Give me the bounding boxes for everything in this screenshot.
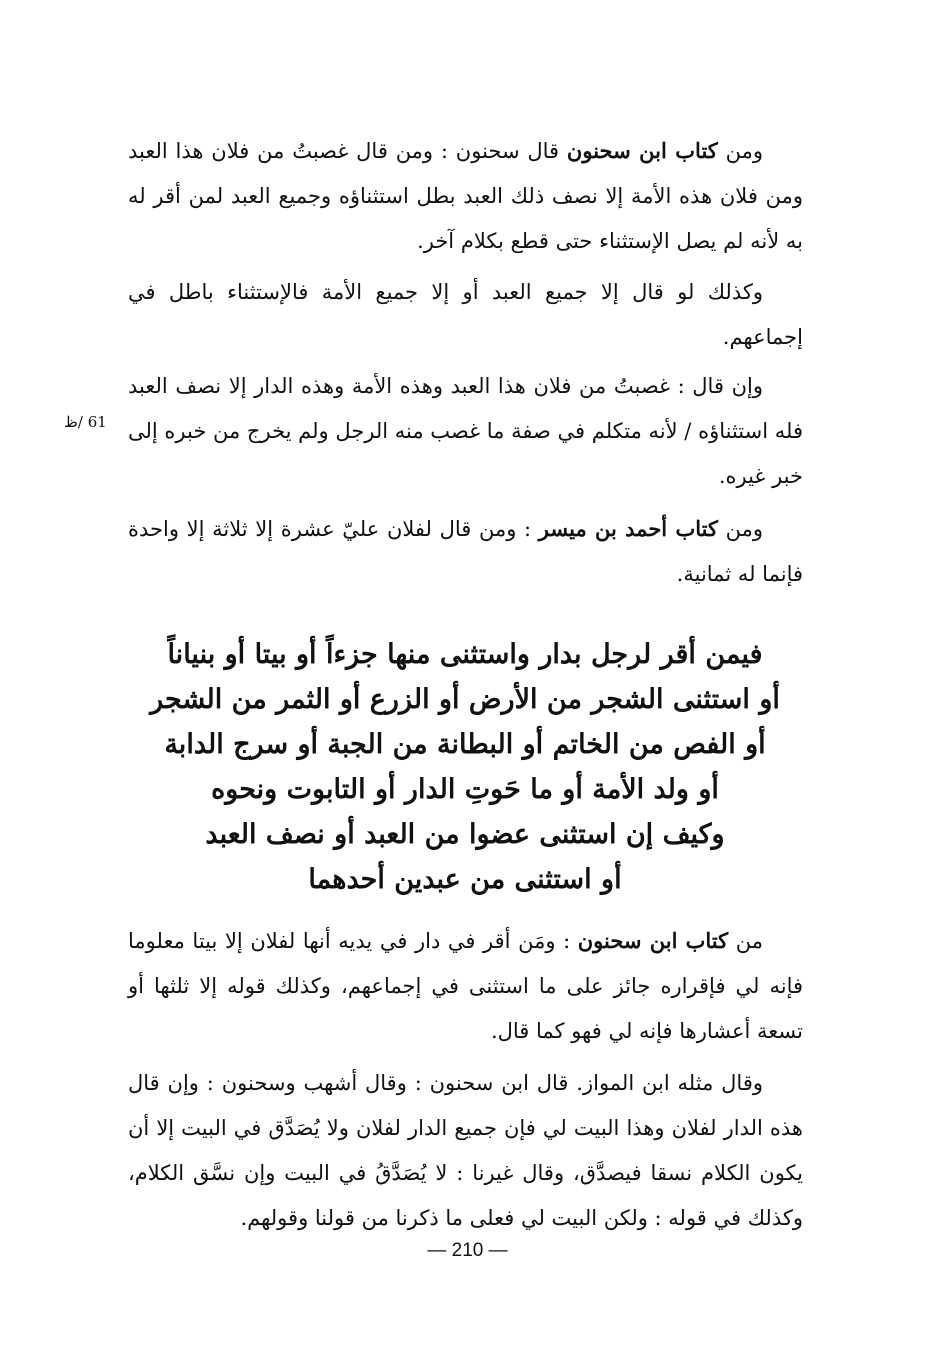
paragraph-text: قال سحنون : ومن قال غصبتُ من فلان هذا العبد ومن فلان هذه الأمة إلا نصف ذلك العبد بطل استثناؤه وجميع العبد لمن أقر له به لأنه لم يصل الإستثناء حتى قطع بكلام آخر. — [128, 139, 803, 253]
paragraph-text: وكذلك لو قال إلا جميع العبد أو إلا جميع الأمة فالإستثناء باطل في إجماعهم. — [128, 280, 803, 349]
section-heading — [140, 632, 790, 902]
source-title: كتاب ابن سحنون — [566, 138, 718, 163]
source-title: كتاب ابن سحنون — [577, 928, 729, 953]
page-number: — 210 — — [427, 1240, 508, 1261]
heading-line: أو استثنى من عبدين أحدهما — [308, 864, 622, 895]
paragraph-lead: ومن — [717, 517, 764, 541]
paragraph-2 — [128, 270, 803, 360]
heading-line: أو استثنى الشجر من الأرض أو الزرع أو الثمر من الشجر — [150, 684, 780, 715]
paragraph-text: وقال مثله ابن المواز. قال ابن سحنون : وقال أشهب وسحنون : وإن قال هذه الدار لفلان وهذا البيت لي فإن جميع الدار لفلان ولا يُصَدَّق في البيت إلا أن يكون الكلام نسقا فيصدَّق، وقال غيرنا : لا يُصَدَّقُ في البيت وإن نسَّق الكلام، وكذلك في قوله : ولكن البيت لي فعلى ما ذكرنا من قولنا وقولهم. — [128, 1071, 803, 1230]
heading-line: أو ولد الأمة أو ما حَوتِ الدار أو التابوت ونحوه — [211, 774, 719, 805]
paragraph-5 — [128, 918, 803, 1054]
paragraph-6 — [128, 1061, 803, 1241]
paragraph-lead: من — [728, 929, 763, 953]
paragraph-4 — [128, 506, 803, 597]
paragraph-text: : ومَن أقر في دار في يديه أنها لفلان إلا بيتا معلوما فإنه لي فإقراره جائز على ما استثنى في إجماعهم، وكذلك قوله إلا ثلثها أو تسعة أعشارها فإنه لي فهو كما قال. — [128, 929, 803, 1043]
paragraph-1 — [128, 128, 803, 264]
paragraph-text: : ومن قال لفلان عليّ عشرة إلا ثلاثة إلا واحدة فإنما له ثمانية. — [128, 517, 803, 586]
folio-margin-note: 61 /ظ — [64, 413, 107, 431]
heading-line: وكيف إن استثنى عضوا من العبد أو نصف العبد — [205, 819, 725, 850]
source-title: كتاب أحمد بن ميسر — [538, 516, 718, 541]
heading-line: فيمن أقر لرجل بدار واستثنى منها جزءاً أو بيتا أو بنياناً — [167, 639, 763, 670]
paragraph-3 — [128, 364, 803, 499]
paragraph-text: وإن قال : غصبتُ من فلان هذا العبد وهذه الأمة وهذه الدار إلا نصف العبد فله استثناؤه / لأنه متكلم في صفة ما غصب منه الرجل ولم يخرج من خبره إلى خبر غيره. — [128, 374, 803, 488]
paragraph-lead: ومن — [717, 139, 763, 163]
heading-line: أو الفص من الخاتم أو البطانة من الجبة أو سرج الدابة — [164, 729, 766, 760]
